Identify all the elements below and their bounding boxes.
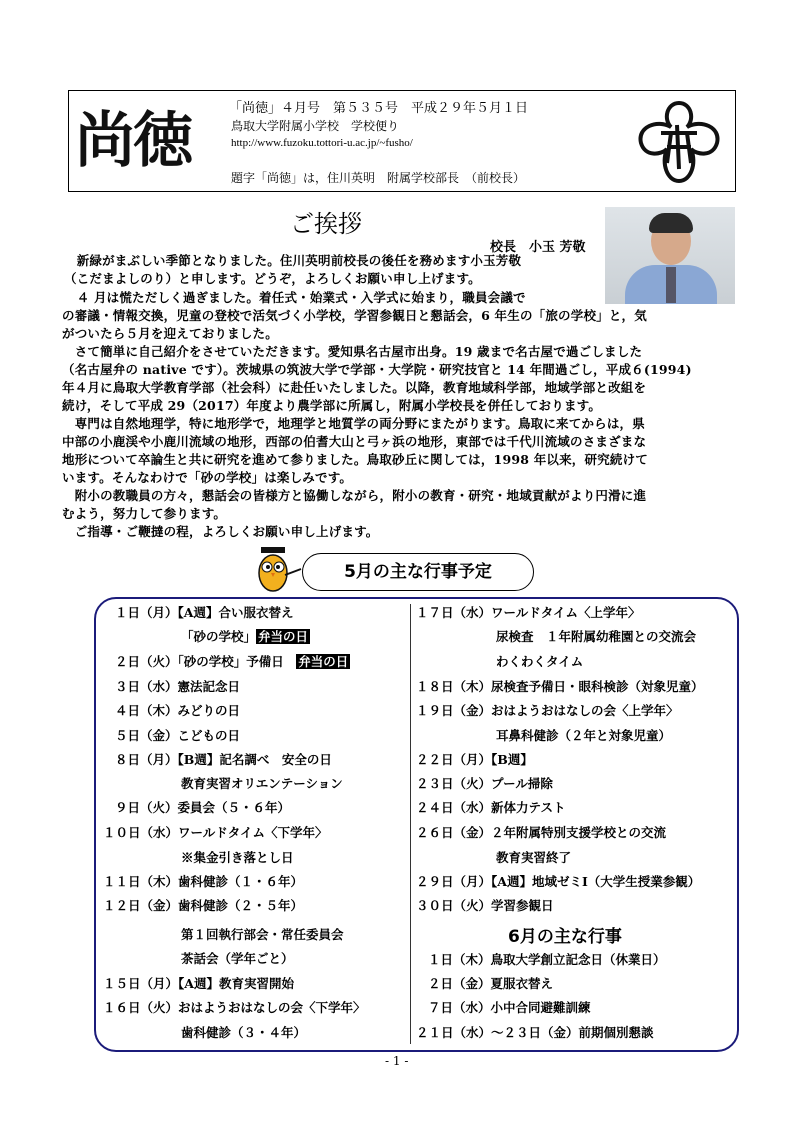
bento-day-badge: 弁当の日 (258, 629, 309, 644)
schedule-row: １７日（水）ワールドタイム〈上学年〉 (416, 605, 641, 620)
schedule-row: 「砂の学校」 弁当の日 (181, 629, 309, 644)
schedule-row: １９日（金）おはようおはなしの会〈上学年〉 (416, 703, 679, 718)
greeting-line: （名古屋弁の native です）。茨城県の筑波大学で学部・大学院・研究技官と 14 年間過ごし，平成６(1994) (62, 362, 692, 377)
schedule-row: ２３日（火）プール掃除 (416, 776, 553, 791)
greeting-line: 新緑がまぶしい季節となりました。住川英明前校長の後任を務めます小玉芳敬 (64, 253, 522, 268)
schedule-row: １２日（金）歯科健診（２・５年） (103, 898, 304, 913)
greeting-line: 専門は自然地理学，特に地形学で，地理学と地質学の両分野にまたがります。鳥取に来てからは，県 (62, 416, 645, 431)
greeting-line: の審議・情報交換，児童の登校で活気づく小学校，学習参観日と懇話会，6 年生の「旅の学校」と，気 (62, 308, 647, 323)
principal-name: 校長 小玉 芳敬 (490, 240, 586, 255)
bento-day-badge: 弁当の日 (298, 654, 349, 669)
schedule-divider (410, 604, 411, 1044)
schedule-row: 第１回執行部会・常任委員会 (181, 927, 344, 942)
schedule-row: ５日（金）こどもの日 (115, 728, 241, 743)
may-events-banner: 5月の主な行事予定 (302, 553, 534, 591)
schedule-row: 茶話会（学年ごと） (181, 951, 294, 966)
schedule-row: ※集金引き落とし日 (181, 850, 294, 865)
greeting-line: います。そんなわけで「砂の学校」は楽しみです。 (62, 470, 353, 485)
schedule-row: ３０日（火）学習参観日 (416, 898, 554, 913)
schedule-row: ８日（月）【B週】記名調べ 安全の日 (115, 752, 332, 767)
schedule-row: 歯科健診（３・４年） (181, 1025, 307, 1040)
schedule-row: 教育実習終了 (496, 850, 572, 865)
schedule-row: ２６日（金）２年附属特別支援学校との交流 (416, 825, 667, 840)
page-number: - 1 - (385, 1054, 409, 1068)
title-credit: 題字「尚徳」は，住川英明 附属学校部長 （前校長） (231, 171, 526, 185)
title-calligraphy-logo: 尚徳 (75, 106, 191, 176)
june-row: ２日（金）夏服衣替え (428, 976, 554, 991)
owl-mascot-icon (253, 545, 303, 597)
schedule-row: ３日（水）憲法記念日 (115, 679, 241, 694)
schedule-row: 尿検査 １年附属幼稚園との交流会 (496, 629, 697, 644)
schedule-row: ２９日（月）【A週】地域ゼミⅠ（大学生授業参観） (416, 874, 701, 889)
greeting-line: 中部の小鹿渓や小鹿川流域の地形，西部の伯耆大山と弓ヶ浜の地形，東部では千代川流域のさまざまな (62, 434, 647, 449)
june-events-title: 6月の主な行事 (508, 927, 622, 947)
schedule-row: ９日（火）委員会（５・６年） (115, 800, 291, 815)
newsletter-header (68, 90, 736, 192)
greeting-line: 年４月に鳥取大学教育学部（社会科）に赴任いたしました。以降，教育地域科学部，地域学部と改組を (62, 380, 647, 395)
schedule-row: １８日（木）尿検査予備日・眼科検診（対象児童） (416, 679, 704, 694)
principal-photo (605, 207, 735, 304)
schedule-row: ２４日（水）新体力テスト (416, 800, 566, 815)
greeting-line: ご指導・ご鞭撻の程，よろしくお願い申し上げます。 (62, 524, 379, 539)
june-row: ７日（水）小中合同避難訓練 (428, 1000, 591, 1015)
greeting-line: 続け，そして平成 29（2017）年度より農学部に所属し，附属小学校長を併任しております。 (62, 398, 602, 413)
school-name: 鳥取大学附属小学校 学校便り (231, 119, 400, 133)
greeting-line: さて簡単に自己紹介をさせていただきます。愛知県名古屋市出身。19 歳まで名古屋で過ごしました (62, 344, 643, 359)
schedule-row: １１日（木）歯科健診（１・６年） (103, 874, 304, 889)
schedule-row: １日（月）【A週】合い服衣替え (115, 605, 294, 620)
greeting-line: むよう，努力して参ります。 (62, 506, 227, 521)
schedule-row: 耳鼻科健診（２年と対象児童） (496, 728, 672, 743)
school-url[interactable]: http://www.fuzoku.tottori-u.ac.jp/~fusho/ (231, 137, 413, 149)
greeting-title: ご挨拶 (290, 210, 362, 238)
school-emblem-icon (631, 97, 727, 187)
schedule-row: １５日（月）【A週】教育実習開始 (103, 976, 294, 991)
greeting-line: ４ 月は慌ただしく過ぎました。着任式・始業式・入学式に始まり，職員会議で (64, 290, 526, 305)
schedule-row: ２日（火）「砂の学校」予備日 弁当の日 (115, 654, 349, 669)
june-row: ２１日（水）～２３日（金）前期個別懇談 (416, 1025, 654, 1040)
schedule-row: 教育実習オリエンテーション (181, 776, 343, 791)
schedule-row: １０日（水）ワールドタイム〈下学年〉 (103, 825, 328, 840)
greeting-line: （こだまよしのり）と申します。どうぞ，よろしくお願い申し上げます。 (64, 271, 481, 286)
schedule-row: わくわくタイム (496, 654, 584, 669)
issue-info: 「尚徳」４月号 第５３５号 平成２９年５月１日 (229, 101, 529, 116)
schedule-row: ４日（木）みどりの日 (115, 703, 241, 718)
greeting-line: がついたら５月を迎えておりました。 (62, 326, 278, 341)
june-row: １日（木）鳥取大学創立記念日（休業日） (428, 952, 666, 967)
greeting-line: 附小の教職員の方々，懇話会の皆様方と協働しながら，附小の教育・研究・地域貢献がより円滑に進 (62, 488, 647, 503)
greeting-line: 地形について卒論生と共に研究を進めて参りました。鳥取砂丘に関しては，1998 年以来，研究続けて (62, 452, 648, 467)
schedule-row: １６日（火）おはようおはなしの会〈下学年〉 (103, 1000, 366, 1015)
schedule-row: ２２日（月）【B週】 (416, 752, 533, 767)
